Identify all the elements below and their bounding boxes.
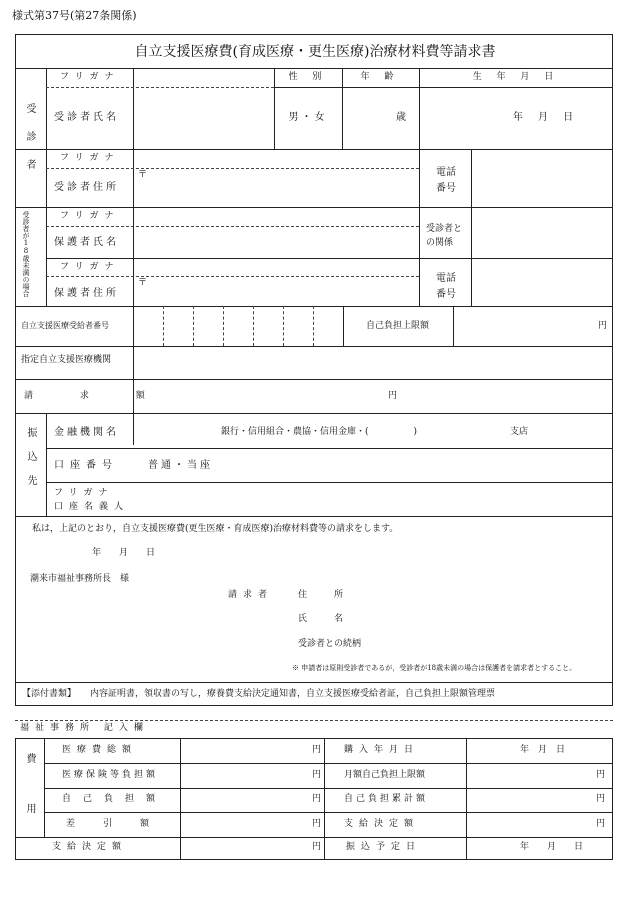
limit-label: 自己負担上限額 xyxy=(366,321,430,331)
office-left-label: 自己負担額 xyxy=(62,794,168,804)
patient-address-label: 受診者住所 xyxy=(54,182,119,193)
guardian-section: 受診者が18歳未満の場合 xyxy=(22,211,30,297)
claim-yen: 円 xyxy=(388,391,398,401)
transfer-date-field[interactable]: 年 月 日 xyxy=(520,842,584,852)
institution-label: 指定自立支援医療機関 xyxy=(21,355,112,365)
holder-label: 口座名義人 xyxy=(54,502,130,512)
addressee: 潮来市福祉事務所長 様 xyxy=(30,574,130,584)
payment-label: 支給決定額 xyxy=(52,842,128,852)
phone-label: 電話番号 xyxy=(436,167,456,194)
bank-label: 金融機関名 xyxy=(54,427,119,438)
guardian-address-label: 保護者住所 xyxy=(54,288,119,299)
claimant-address-label: 住 所 xyxy=(298,590,344,600)
attachments-list: 内容証明書，領収書の写し，療養費支給決定通知書，自立支援医療受給者証，自己負担上限額管理票 xyxy=(90,689,496,699)
office-section-label: 福祉事務所 記入欄 xyxy=(20,723,149,733)
office-right-label: 支給決定額 xyxy=(344,819,420,829)
guardian-name-label: 保護者氏名 xyxy=(54,237,119,248)
yen-unit: 円 xyxy=(596,794,606,804)
age-unit: 歳 xyxy=(396,112,406,123)
transfer-date-label: 振込予定日 xyxy=(346,842,422,852)
yen-unit: 円 xyxy=(598,321,608,331)
guardian-phone-label: 電話番号 xyxy=(436,273,456,300)
transfer-section: 振込先 xyxy=(25,427,36,499)
bank-type-options[interactable]: 銀行・信用組合・農協・信用金庫・( ) xyxy=(221,427,418,437)
cost-section: 費用 xyxy=(24,753,35,853)
claimant-relation-label: 受診者との続柄 xyxy=(298,639,362,649)
birth-label: 生 年 月 日 xyxy=(472,72,560,82)
yen-unit: 円 xyxy=(596,819,606,829)
patient-section: 受診者 xyxy=(24,103,35,187)
yen-unit: 円 xyxy=(312,770,322,780)
sex-value[interactable]: 男・女 xyxy=(288,112,328,123)
date-field[interactable]: 年 月 日 xyxy=(92,548,156,558)
note-text: ※ 申請者は原則受診者であるが，受診者が18歳未満の場合は保護者を請求者とすること。 xyxy=(292,664,577,672)
furigana-label: フリガナ xyxy=(60,72,120,82)
office-right-label: 自己負担累計額 xyxy=(344,794,429,804)
form-number: 様式第37号(第27条関係) xyxy=(12,9,137,22)
office-left-label: 医療保険等負担額 xyxy=(62,770,159,780)
addr-furigana-label: フリガナ xyxy=(60,153,120,163)
yen-unit: 円 xyxy=(312,819,322,829)
patient-name-label: 受診者氏名 xyxy=(54,112,119,123)
age-label: 年 齢 xyxy=(360,72,400,82)
yen-unit: 円 xyxy=(312,745,322,755)
account-type-options[interactable]: 普通・当座 xyxy=(148,460,213,471)
statement-text: 私は，上記のとおり，自立支援医療費(更生医療・育成医療)治療材料費等の請求をします。 xyxy=(32,524,399,534)
yen-unit: 円 xyxy=(312,794,322,804)
relation-label: 受診者との関係 xyxy=(426,224,463,248)
attachments-label: 【添付書類】 xyxy=(22,689,77,699)
claim-label: 請 求 額 xyxy=(24,391,167,401)
office-left-label: 医療費総額 xyxy=(62,745,138,755)
purchase-date-field[interactable]: 年 月 日 xyxy=(520,745,566,755)
birth-value[interactable]: 年 月 日 xyxy=(512,112,580,123)
office-right-label: 購入年月日 xyxy=(344,745,420,755)
holder-furigana-label: フリガナ xyxy=(54,488,114,498)
yen-unit: 円 xyxy=(312,842,322,852)
postal-mark: 〒 xyxy=(138,170,148,180)
claimant-label: 請求者 xyxy=(228,590,274,600)
request-form xyxy=(15,34,613,706)
account-label: 口座番号 xyxy=(54,460,118,471)
sex-label: 性 別 xyxy=(288,72,328,82)
branch-label: 支店 xyxy=(510,427,529,437)
form-title: 自立支援医療費(育成医療・更生医療)治療材料費等請求書 xyxy=(134,44,496,60)
guardian-furigana-label: フリガナ xyxy=(60,211,120,221)
office-left-label: 差引額 xyxy=(66,819,178,829)
claimant-name-label: 氏 名 xyxy=(298,614,344,624)
yen-unit: 円 xyxy=(596,770,606,780)
office-table xyxy=(15,738,613,860)
guardian-addr-furigana: フリガナ xyxy=(60,262,120,272)
cert-no-label: 自立支援医療受給者番号 xyxy=(21,321,109,330)
postal-mark-2: 〒 xyxy=(138,278,148,288)
office-right-label: 月額自己負担上限額 xyxy=(344,770,426,780)
